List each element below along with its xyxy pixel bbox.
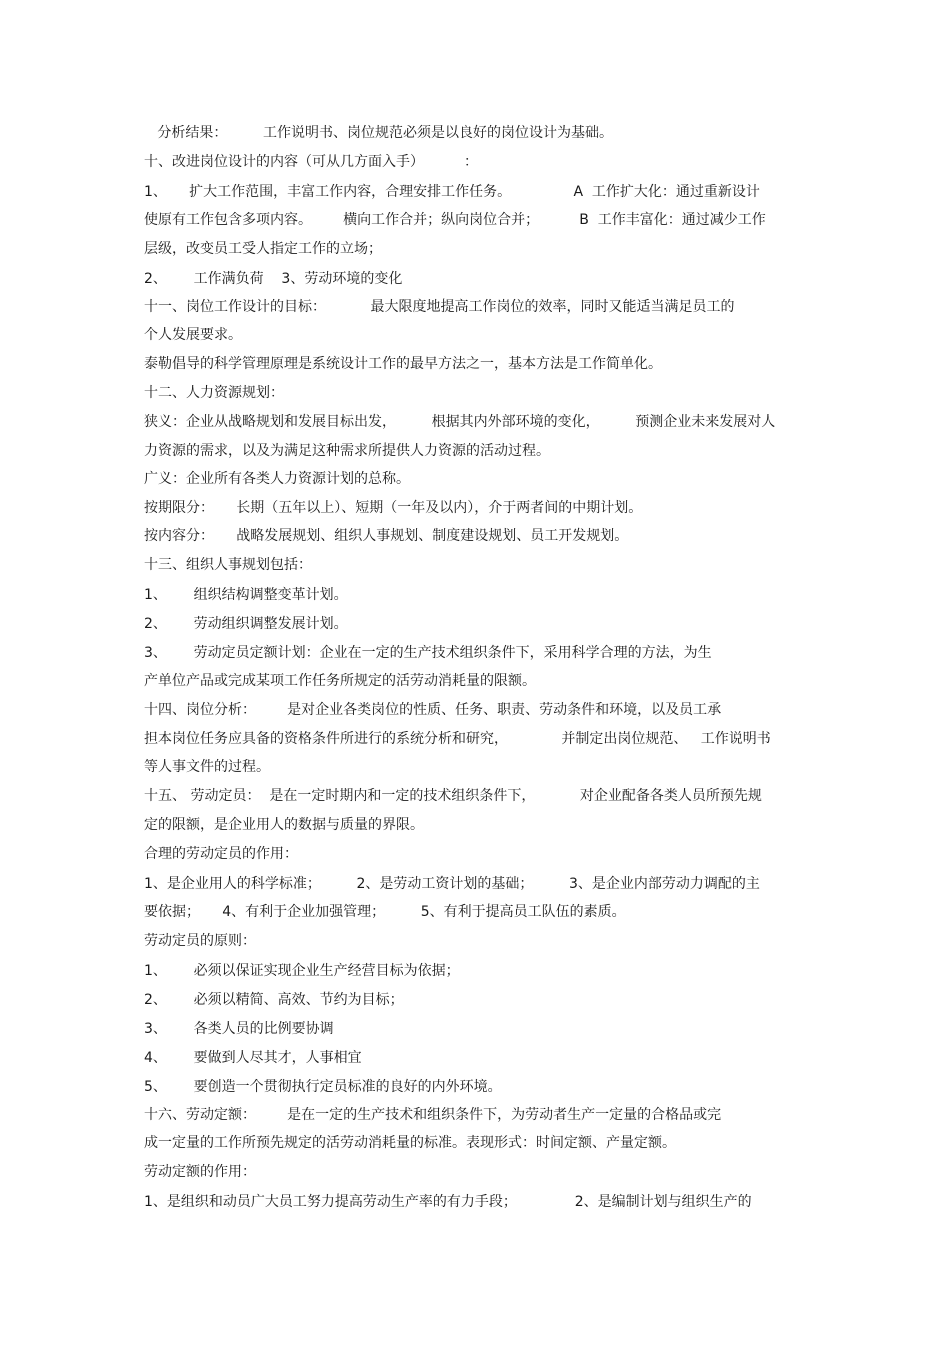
subheading: 劳动定员的原则： xyxy=(144,933,256,949)
section-heading: 十四、岗位分析： 是对企业各类岗位的性质、任务、职责、劳动条件和环境，以及员工承 xyxy=(144,702,722,718)
section-heading: 十二、人力资源规划： xyxy=(144,385,284,401)
subheading: 合理的劳动定员的作用： xyxy=(144,846,298,862)
text-line: 成一定量的工作所预先规定的活劳动消耗量的标准。表现形式：时间定额、产量定额。 xyxy=(144,1135,676,1151)
section-heading: 十五、 劳动定员： 是在一定时期内和一定的技术组织条件下， 对企业配备各类人员所预先规 xyxy=(144,788,762,804)
list-item: 1、 必须以保证实现企业生产经营目标为依据； xyxy=(144,963,460,979)
text-line: 产单位产品或完成某项工作任务所规定的活劳动消耗量的限额。 xyxy=(144,673,536,689)
text-line: 分析结果： 工作说明书、岗位规范必须是以良好的岗位设计为基础。 xyxy=(144,125,613,141)
text-line: 按期限分： 长期（五年以上）、短期（一年及以内），介于两者间的中期计划。 xyxy=(144,500,643,516)
text-line: 等人事文件的过程。 xyxy=(144,759,270,775)
list-item: 1、 组织结构调整变革计划。 xyxy=(144,587,348,603)
list-item: 5、 要创造一个贯彻执行定员标准的良好的内外环境。 xyxy=(144,1079,502,1095)
section-heading: 十、改进岗位设计的内容（可从几方面入手） ： xyxy=(144,154,479,170)
text-line: 按内容分： 战略发展规划、组织人事规划、制度建设规划、员工开发规划。 xyxy=(144,528,629,544)
text-line: 1、 扩大工作范围，丰富工作内容，合理安排工作任务。 A 工作扩大化：通过重新设计 xyxy=(144,184,760,200)
text-line: 1、是组织和动员广大员工努力提高劳动生产率的有力手段； 2、是编制计划与组织生产的 xyxy=(144,1194,752,1210)
text-line: 层级，改变员工受人指定工作的立场； xyxy=(144,241,382,257)
section-heading: 十三、组织人事规划包括： xyxy=(144,557,312,573)
list-item: 3、 劳动定员定额计划：企业在一定的生产技术组织条件下，采用科学合理的方法，为生 xyxy=(144,645,712,661)
list-item: 3、 各类人员的比例要协调 xyxy=(144,1021,334,1037)
text-line: 个人发展要求。 xyxy=(144,327,242,343)
text-line: 力资源的需求，以及为满足这种需求所提供人力资源的活动过程。 xyxy=(144,443,550,459)
text-line: 1、是企业用人的科学标准； 2、是劳动工资计划的基础； 3、是企业内部劳动力调配的主 xyxy=(144,876,760,892)
list-item: 2、 劳动组织调整发展计划。 xyxy=(144,616,348,632)
text-line: 2、 工作满负荷 3、劳动环境的变化 xyxy=(144,271,403,287)
subheading: 劳动定额的作用： xyxy=(144,1164,256,1180)
text-line: 定的限额，是企业用人的数据与质量的界限。 xyxy=(144,817,424,833)
section-heading: 十六、劳动定额： 是在一定的生产技术和组织条件下，为劳动者生产一定量的合格品或完 xyxy=(144,1107,722,1123)
text-line: 使原有工作包含多项内容。 横向工作合并；纵向岗位合并； B 工作丰富化：通过减少工作 xyxy=(144,212,766,228)
text-line: 广义：企业所有各类人力资源计划的总称。 xyxy=(144,471,410,487)
text-line: 泰勒倡导的科学管理原理是系统设计工作的最早方法之一，基本方法是工作简单化。 xyxy=(144,356,662,372)
text-line: 要依据； 4、有利于企业加强管理； 5、有利于提高员工队伍的素质。 xyxy=(144,904,626,920)
list-item: 2、 必须以精简、高效、节约为目标； xyxy=(144,992,404,1008)
section-heading: 十一、岗位工作设计的目标： 最大限度地提高工作岗位的效率，同时又能适当满足员工的 xyxy=(144,299,735,315)
text-line: 担本岗位任务应具备的资格条件所进行的系统分析和研究， 并制定出岗位规范、 工作说明书 xyxy=(144,731,771,747)
list-item: 4、 要做到人尽其才，人事相宜 xyxy=(144,1050,362,1066)
text-line: 狭义：企业从战略规划和发展目标出发， 根据其内外部环境的变化， 预测企业未来发展对人 xyxy=(144,414,776,430)
